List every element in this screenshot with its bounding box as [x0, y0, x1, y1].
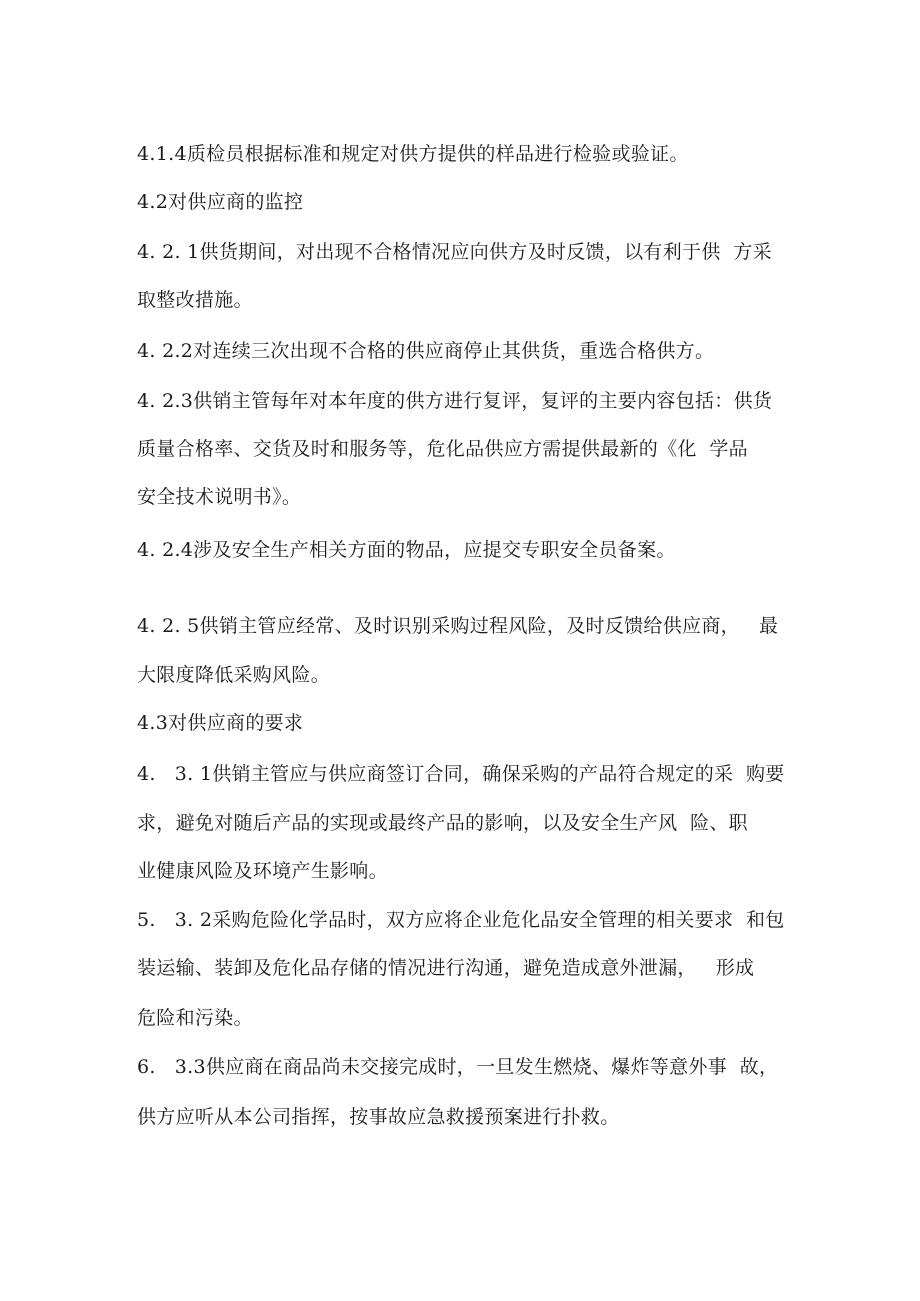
paragraph-4-3-2-line-3: 危险和污染。: [137, 1007, 253, 1029]
paragraph-4-2-3-line-2: 质量合格率、交货及时和服务等，危化品供应方需提供最新的《化 学品: [137, 438, 748, 460]
paragraph-4-2-3-line-1: 4. 2.3供销主管每年对本年度的供方进行复评，复评的主要内容包括：供货: [137, 390, 773, 412]
paragraph-4-2-5-line-1: 4. 2. 5供销主管应经常、及时识别采购过程风险，及时反馈给供应商， 最: [137, 615, 779, 637]
paragraph-4-3-3-line-1: 6. 3.3供应商在商品尚未交接完成时，一旦发生燃烧、爆炸等意外事 故，: [137, 1056, 779, 1078]
paragraph-4-2-2: 4. 2.2对连续三次出现不合格的供应商停止其供货，重选合格供方。: [137, 340, 715, 362]
paragraph-4-3-1-line-3: 业健康风险及环境产生影响。: [137, 860, 388, 882]
heading-4-3: 4.3对供应商的要求: [137, 712, 304, 734]
paragraph-4-3-1-line-2: 求，避免对随后产品的实现或最终产品的影响，以及安全生产风 险、职: [137, 812, 748, 834]
paragraph-4-3-2-line-2: 装运输、装卸及危化品存储的情况进行沟通，避免造成意外泄漏， 形成: [137, 957, 755, 979]
paragraph-4-2-3-line-3: 安全技术说明书》。: [137, 486, 302, 508]
paragraph-4-2-4: 4. 2.4涉及安全生产相关方面的物品，应提交专职安全员备案。: [137, 539, 676, 561]
paragraph-4-3-1-line-1: 4. 3. 1供销主管应与供应商签订合同，确保采购的产品符合规定的采 购要: [137, 763, 785, 785]
paragraph-4-3-3-line-2: 供方应听从本公司指挥，按事故应急救援预案进行扑救。: [137, 1106, 620, 1128]
paragraph-4-2-1-line-1: 4. 2. 1供货期间，对出现不合格情况应向供方及时反馈，以有利于供 方采: [137, 241, 772, 263]
paragraph-4-1-4: 4.1.4质检员根据标准和规定对供方提供的样品进行检验或验证。: [137, 143, 689, 165]
paragraph-4-2-1-line-2: 取整改措施。: [137, 289, 253, 311]
heading-4-2: 4.2对供应商的监控: [137, 191, 304, 213]
paragraph-4-2-5-line-2: 大限度降低采购风险。: [137, 664, 331, 686]
paragraph-4-3-2-line-1: 5. 3. 2采购危险化学品时，双方应将企业危化品安全管理的相关要求 和包: [137, 909, 785, 931]
